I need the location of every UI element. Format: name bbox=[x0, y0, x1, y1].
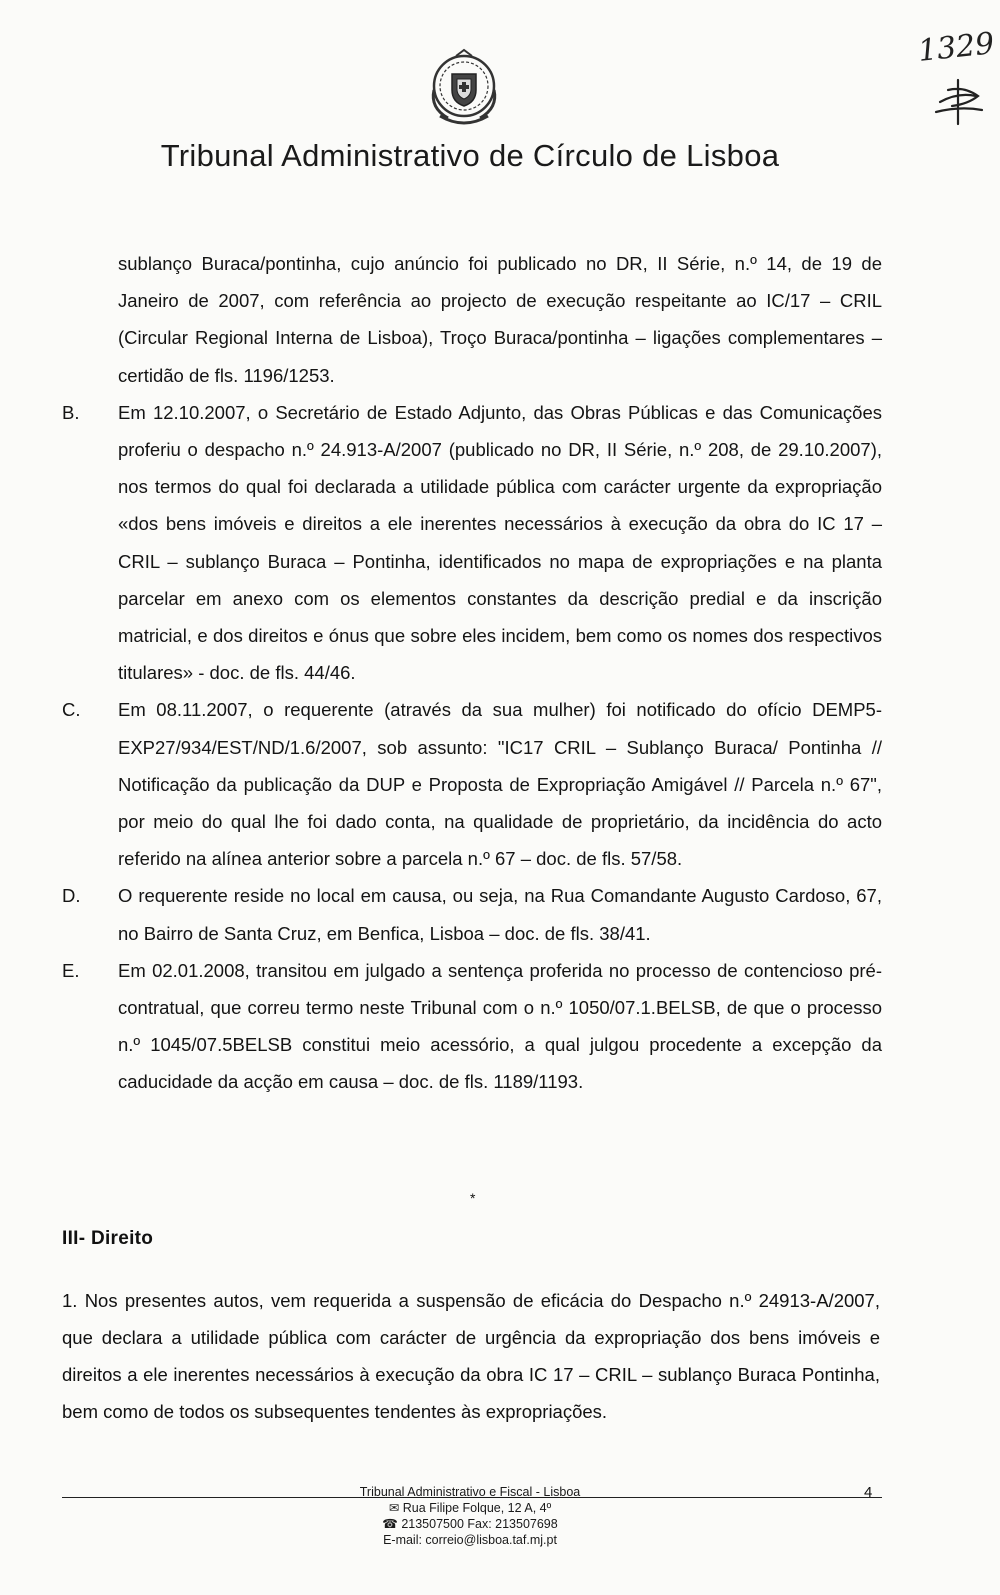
handwritten-signature-icon bbox=[918, 20, 998, 130]
separator-mark: * bbox=[470, 1190, 476, 1206]
item-label: C. bbox=[62, 699, 81, 721]
coat-of-arms-icon bbox=[420, 46, 508, 134]
page-number: 4 bbox=[864, 1484, 873, 1501]
handwritten-page-number: 1329 bbox=[916, 26, 996, 69]
item-text: O requerente reside no local em causa, ou seja, na Rua Comandante Augusto Cardoso, 67, no Bairro de Santa Cruz, em Benfica, Lisboa – doc. de fls. 38/41. bbox=[118, 885, 882, 944]
list-item bbox=[62, 394, 882, 692]
section-paragraph: 1. Nos presentes autos, vem requerida a suspensão de eficácia do Despacho n.º 24913-A/2007, que declara a utilidade pública com carácter de urgência da expropriação dos bens imóveis e direitos a ele inerentes necessários à execução da obra IC 17 – CRIL – sublanço Buraca Pontinha, bem como de todos os subsequentes tendentes às expropriações. bbox=[62, 1289, 880, 1423]
footer-title: Tribunal Administrativo e Fiscal - Lisboa bbox=[359, 1485, 581, 1499]
intro-paragraph: sublanço Buraca/pontinha, cujo anúncio foi publicado no DR, II Série, n.º 14, de 19 de Janeiro de 2007, com referência ao projecto de execução respeitante ao IC/17 – CRIL (Circular Regional Interna de Lisboa), Troço Buraca/pontinha – ligações complementares – certidão de fls. 1196/1253. bbox=[118, 253, 882, 386]
item-label: B. bbox=[62, 401, 80, 423]
footer-email: E-mail: correio@lisboa.taf.mj.pt bbox=[383, 1533, 557, 1547]
court-title: Tribunal Administrativo de Círculo de Lisboa bbox=[160, 138, 780, 173]
document-body bbox=[62, 245, 882, 1101]
list-item bbox=[62, 877, 882, 951]
item-label: E. bbox=[62, 959, 80, 981]
footer bbox=[0, 1484, 940, 1548]
item-text: Em 08.11.2007, o requerente (através da sua mulher) foi notificado do ofício DEMP5-EXP27/934/EST/ND/1.6/2007, sob assunto: "IC17 CRIL – Sublanço Buraca/ Pontinha // Notificação da publicação da DUP e Proposta de Expropriação Amigável // Parcela n.º 67", por meio do qual lhe foi dado conta, na qualidade de proprietário, da incidência do acto referido na alínea anterior sobre a parcela n.º 67 – doc. de fls. 57/58. bbox=[118, 699, 882, 870]
footer-phone: ☎ 213507500 Fax: 213507698 bbox=[382, 1517, 558, 1531]
footer-address: ✉ Rua Filipe Folque, 12 A, 4º bbox=[388, 1501, 552, 1515]
list-item bbox=[62, 952, 882, 1101]
item-label: D. bbox=[62, 885, 81, 907]
item-text: Em 12.10.2007, o Secretário de Estado Adjunto, das Obras Públicas e das Comunicações proferiu o despacho n.º 24.913-A/2007 (publicado no DR, II Série, n.º 208, de 29.10.2007), nos termos do qual foi declarada a utilidade pública com carácter urgente da expropriação «dos bens imóveis e direitos a ele inerentes necessários à execução da obra do IC 17 – CRIL – sublanço Buraca – Pontinha, identificados no mapa de expropriações e na planta parcelar em anexo com os elementos constantes da descrição predial e da inscrição matricial, e dos direitos e ónus que sobre eles incidem, bem como os nomes dos respectivos titulares» - doc. de fls. 44/46. bbox=[118, 401, 882, 684]
list-item bbox=[62, 691, 882, 877]
item-text: Em 02.01.2008, transitou em julgado a sentença proferida no processo de contencioso pré-contratual, que correu termo neste Tribunal com o n.º 1050/07.1.BELSB, de que o processo n.º 1045/07.5BELSB constitui meio acessório, a qual julgou procedente a excepção da caducidade da acção em causa – doc. de fls. 1189/1193. bbox=[118, 959, 882, 1093]
section-heading: III- Direito bbox=[62, 1228, 154, 1249]
